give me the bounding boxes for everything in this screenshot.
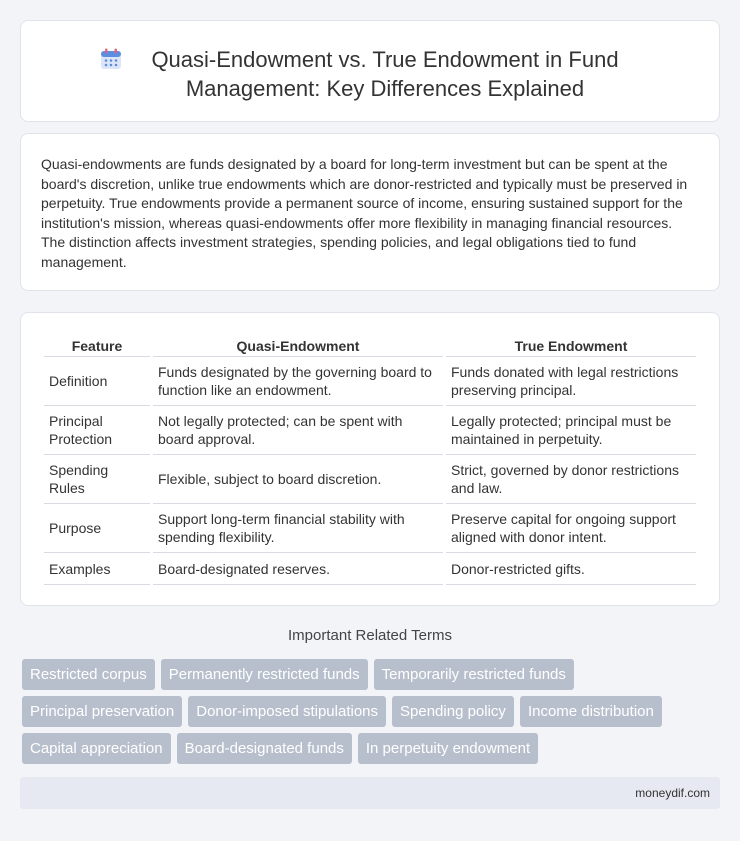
tag-permanently-restricted-funds[interactable]: Permanently restricted funds bbox=[161, 659, 368, 690]
tag-temporarily-restricted-funds[interactable]: Temporarily restricted funds bbox=[374, 659, 574, 690]
table-header-row bbox=[44, 335, 696, 357]
tag-income-distribution[interactable]: Income distribution bbox=[520, 696, 662, 727]
table-cell: Examples bbox=[44, 553, 150, 585]
table-row bbox=[44, 455, 696, 504]
related-terms-tags bbox=[22, 659, 722, 770]
tag-row bbox=[22, 733, 722, 764]
table-cell: Preserve capital for ongoing support aligned with donor intent. bbox=[446, 504, 696, 553]
header-quasi-endowment: Quasi-Endowment bbox=[153, 335, 443, 357]
table-cell: Strict, governed by donor restrictions and law. bbox=[446, 455, 696, 504]
table-row bbox=[44, 406, 696, 455]
comparison-table-card bbox=[20, 312, 720, 606]
table-cell: Support long-term financial stability with spending flexibility. bbox=[153, 504, 443, 553]
header-true-endowment: True Endowment bbox=[446, 335, 696, 357]
table-cell: Purpose bbox=[44, 504, 150, 553]
title-card bbox=[20, 20, 720, 122]
footer-site[interactable]: moneydif.com bbox=[635, 786, 710, 800]
tag-donor-imposed-stipulations[interactable]: Donor-imposed stipulations bbox=[188, 696, 386, 727]
table-cell: Definition bbox=[44, 357, 150, 406]
table-row bbox=[44, 553, 696, 585]
tag-in-perpetuity-endowment[interactable]: In perpetuity endowment bbox=[358, 733, 538, 764]
related-terms-title: Important Related Terms bbox=[288, 627, 452, 644]
tag-board-designated-funds[interactable]: Board-designated funds bbox=[177, 733, 352, 764]
tag-restricted-corpus[interactable]: Restricted corpus bbox=[22, 659, 155, 690]
tag-principal-preservation[interactable]: Principal preservation bbox=[22, 696, 182, 727]
table-cell: Board-designated reserves. bbox=[153, 553, 443, 585]
page-title: Quasi-Endowment vs. True Endowment in Fund Management: Key Differences Explained bbox=[151, 47, 619, 101]
table-cell: Donor-restricted gifts. bbox=[446, 553, 696, 585]
tag-row bbox=[22, 659, 722, 690]
comparison-table bbox=[41, 335, 699, 585]
tag-capital-appreciation[interactable]: Capital appreciation bbox=[22, 733, 171, 764]
table-cell: Not legally protected; can be spent with board approval. bbox=[153, 406, 443, 455]
tag-row bbox=[22, 696, 722, 727]
footer-bar bbox=[20, 777, 720, 809]
table-cell: Spending Rules bbox=[44, 455, 150, 504]
table-cell: Principal Protection bbox=[44, 406, 150, 455]
intro-card bbox=[20, 133, 720, 291]
header-feature: Feature bbox=[44, 335, 150, 357]
table-row bbox=[44, 357, 696, 406]
table-cell: Funds donated with legal restrictions preserving principal. bbox=[446, 357, 696, 406]
table-row bbox=[44, 504, 696, 553]
tag-spending-policy[interactable]: Spending policy bbox=[392, 696, 514, 727]
intro-paragraph: Quasi-endowments are funds designated by a board for long-term investment but can be spent at the board's discretion, unlike true endowments which are donor-restricted and typically must be preserved in perpetuity. True endowments provide a permanent source of income, ensuring sustained support for the institution's mission, whereas quasi-endowments offer more flexibility in managing financial resources. The distinction affects investment strategies, spending policies, and legal obligations tied to fund management. bbox=[41, 156, 688, 270]
table-cell: Funds designated by the governing board to function like an endowment. bbox=[153, 357, 443, 406]
table-cell: Legally protected; principal must be maintained in perpetuity. bbox=[446, 406, 696, 455]
table-cell: Flexible, subject to board discretion. bbox=[153, 455, 443, 504]
